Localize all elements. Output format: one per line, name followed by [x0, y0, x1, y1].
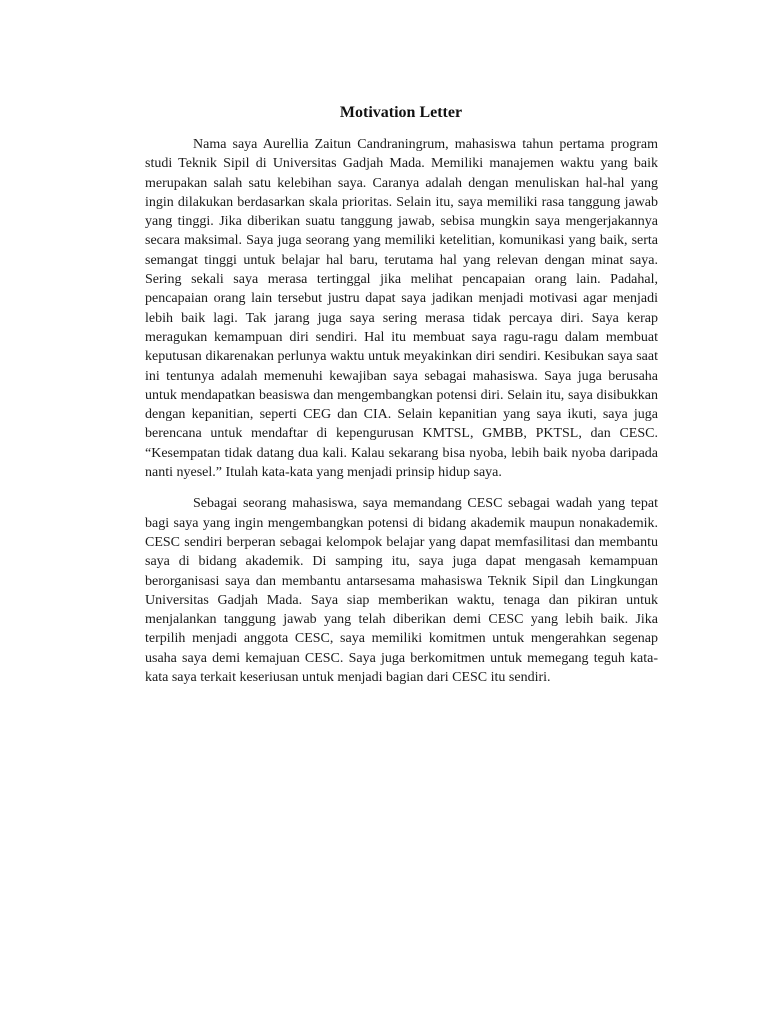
letter-body	[145, 135, 658, 687]
paragraph-1: Nama saya Aurellia Zaitun Candraningrum, mahasiswa tahun pertama program studi Teknik Sipil di Universitas Gadjah Mada. Memiliki manajemen waktu yang baik merupakan salah satu kelebihan saya. Caranya adalah dengan menuliskan hal-hal yang ingin dilakukan berdasarkan skala prioritas. Selain itu, saya memiliki rasa tanggung jawab yang tinggi. Jika diberikan suatu tanggung jawab, sebisa mungkin saya mengerjakannya secara maksimal. Saya juga seorang yang memiliki ketelitian, komunikasi yang baik, serta semangat tinggi untuk belajar hal baru, terutama hal yang relevan dengan minat saya. Sering sekali saya merasa tertinggal jika melihat pencapaian orang lain. Padahal, pencapaian orang lain tersebut justru dapat saya jadikan menjadi motivasi agar menjadi lebih baik lagi. Tak jarang juga saya sering merasa tidak percaya diri. Saya kerap meragukan kemampuan diri sendiri. Hal itu membuat saya ragu-ragu dalam membuat keputusan dikarenakan perlunya waktu untuk meyakinkan diri sendiri. Kesibukan saya saat ini tentunya adalah memenuhi kewajiban saya sebagai mahasiswa. Saya juga berusaha untuk mendapatkan beasiswa dan mengembangkan potensi diri. Selain itu, saya disibukkan dengan kepanitian, seperti CEG dan CIA. Selain kepanitian yang saya ikuti, saya juga berencana untuk mendaftar di kepengurusan KMTSL, GMBB, PKTSL, dan CESC. “Kesempatan tidak datang dua kali. Kalau sekarang bisa nyoba, lebih baik nyoba daripada nanti nyesel.” Itulah kata-kata yang menjadi prinsip hidup saya.	[145, 137, 658, 481]
document-title: Motivation Letter	[339, 104, 463, 121]
paragraph-2: Sebagai seorang mahasiswa, saya memandang CESC sebagai wadah yang tepat bagi saya yang ingin mengembangkan potensi di bidang akademik maupun nonakademik. CESC sendiri berperan sebagai kelompok belajar yang dapat memfasilitasi dan membantu saya di bidang akademik. Di samping itu, saya juga dapat mengasah kemampuan berorganisasi saya dan membantu antarsesama mahasiswa Teknik Sipil dan Lingkungan Universitas Gadjah Mada. Saya siap memberikan waktu, tenaga dan pikiran untuk menjalankan tanggung jawab yang telah diberikan demi CESC yang lebih baik. Jika terpilih menjadi anggota CESC, saya memiliki komitmen untuk mengerahkan segenap usaha saya demi kemajuan CESC. Saya juga berkomitmen untuk memegang teguh kata-kata saya terkait keseriusan untuk menjadi bagian dari CESC itu sendiri.	[145, 496, 658, 686]
